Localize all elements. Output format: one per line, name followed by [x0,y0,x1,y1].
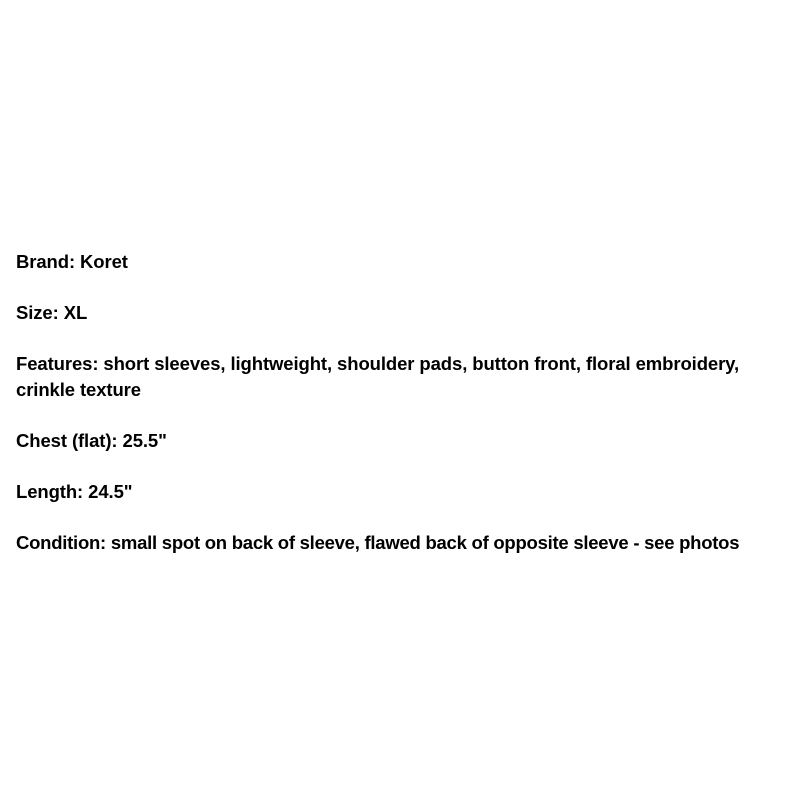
chest-measurement-line: Chest (flat): 25.5" [16,430,167,451]
condition-line: Condition: small spot on back of sleeve, flawed back of opposite sleeve - see photos [16,532,740,553]
listing-details [16,249,796,581]
size-line: Size: XL [16,302,88,323]
length-measurement-line: Length: 24.5" [16,481,133,502]
features-line: Features: short sleeves, lightweight, shoulder pads, button front, floral embroidery, crinkle texture [16,353,740,400]
brand-line: Brand: Koret [16,251,128,272]
